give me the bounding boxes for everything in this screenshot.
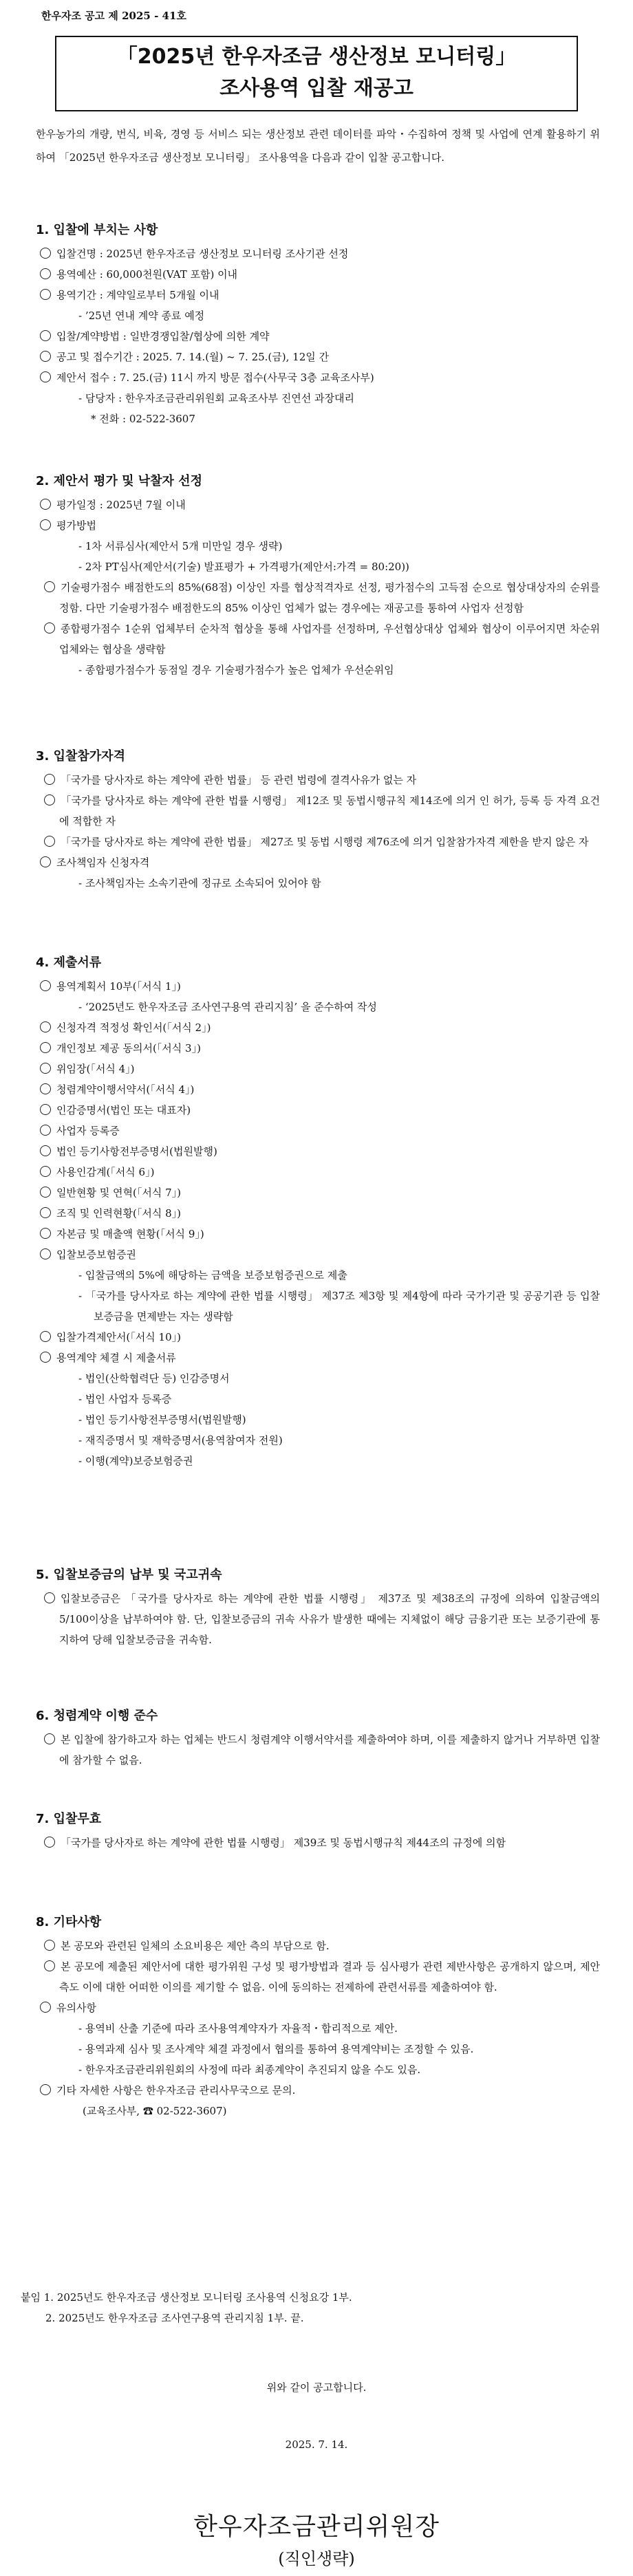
item-text: 평가일정 : 2025년 7월 이내 xyxy=(56,499,186,511)
item-text: 본 입찰에 참가하고자 하는 업체는 반드시 청렴계약 이행서약서를 제출하여야 하며, 이를 제출하지 않거나 거부하면 입찰에 참가할 수 없음. xyxy=(59,1733,600,1766)
circle-bullet-icon xyxy=(40,248,51,259)
item-text: 평가방법 xyxy=(56,519,96,532)
circle-bullet-icon xyxy=(40,519,51,530)
item-text: 법인 등기사항전부증명서(법원발행) xyxy=(56,1145,217,1158)
item-text: 제안서 접수 : 7. 25.(금) 11시 까지 방문 접수(사무국 3층 교육조사부) xyxy=(56,371,374,384)
section-title: 8. 기타사항 xyxy=(36,1915,102,1929)
circle-bullet-icon xyxy=(40,371,51,382)
circle-bullet-icon xyxy=(40,1063,51,1074)
section-8 xyxy=(36,1912,600,2121)
circle-bullet-icon xyxy=(44,794,55,805)
sub-item: - 법인 사업자 등록증 xyxy=(78,1393,172,1405)
item-text: 기타 자세한 사항은 한우자조금 관리사무국으로 문의. xyxy=(56,2084,296,2097)
sub-item: - 담당자 : 한우자조금관리위원회 교육조사부 진연선 과장대리 xyxy=(78,392,354,404)
circle-bullet-icon xyxy=(40,2002,51,2013)
circle-bullet-icon xyxy=(40,1228,51,1239)
item-text: 종합평가점수 1순위 업체부터 순차적 협상을 통해 사업자를 선정하며, 우선협상대상 업체와 협상이 이루어지면 차순위 업체와는 협상을 생략함 xyxy=(59,623,600,656)
circle-bullet-icon xyxy=(40,1248,51,1259)
circle-bullet-icon xyxy=(40,351,51,362)
circle-bullet-icon xyxy=(40,980,51,991)
circle-bullet-icon xyxy=(40,1352,51,1363)
circle-bullet-icon xyxy=(40,1331,51,1342)
item-text: 「국가를 당사자로 하는 계약에 관한 법률 시행령」 제39조 및 동법시행규칙 제44조의 규정에 의함 xyxy=(61,1837,506,1849)
section-title: 6. 청렴계약 이행 준수 xyxy=(36,1709,158,1723)
item-text: 청렴계약이행서약서(「서식 4」) xyxy=(56,1083,195,1096)
section-title: 1. 입찰에 부치는 사항 xyxy=(36,223,158,237)
circle-bullet-icon xyxy=(40,1187,51,1198)
item-text: 일반현황 및 연혁(「서식 7」) xyxy=(56,1187,181,1199)
circle-bullet-icon xyxy=(40,330,51,341)
title-line-2: 조사용역 입찰 재공고 xyxy=(219,76,414,100)
item-text: 「국가를 당사자로 하는 계약에 관한 법률」 등 관련 법령에 결격사유가 없는 자 xyxy=(61,774,417,786)
item-text: 위임장(「서식 4」) xyxy=(56,1063,135,1075)
item-text: 유의사항 xyxy=(56,2002,96,2014)
sub-item: - 종합평가점수가 동점일 경우 기술평가점수가 높은 업체가 우선순위임 xyxy=(78,664,394,676)
section-4 xyxy=(36,953,600,1471)
sub-item: - 용역비 산출 기준에 따라 조사용역계약자가 자율적・합리적으로 제안. xyxy=(78,2022,398,2035)
sub-item: - 용역과제 심사 및 조사계약 체결 과정에서 협의를 통하여 용역계약비는 조정할 수 있음. xyxy=(78,2043,474,2055)
sub-item: * 전화 : 02-522-3607 xyxy=(91,413,195,425)
circle-bullet-icon xyxy=(44,836,55,847)
section-title: 7. 입찰무효 xyxy=(36,1812,102,1826)
item-text: 용역계약 체결 시 제출서류 xyxy=(56,1352,176,1364)
item-text: 본 공모와 관련된 일체의 소요비용은 제안 측의 부담으로 함. xyxy=(61,1940,330,1952)
circle-bullet-icon xyxy=(40,856,51,867)
circle-bullet-icon xyxy=(44,1733,55,1744)
circle-bullet-icon xyxy=(40,1042,51,1053)
seal-omitted: (직인생략) xyxy=(278,2549,355,2568)
attachments xyxy=(21,2287,612,2328)
item-text: 본 공모에 제출된 제안서에 대한 평가위원 구성 및 평가방법과 결과 등 심사평가 관련 제반사항은 공개하지 않으며, 제안측도 이에 대한 어떠한 이의를 제기할 수 없음. 이에 동의하는 전제하에 관련서류를 제출하여야 함. xyxy=(59,1960,600,1993)
sub-item: - 조사책임자는 소속기관에 정규로 소속되어 있어야 함 xyxy=(78,877,321,889)
item-text: 인감증명서(법인 또는 대표자) xyxy=(56,1104,191,1116)
circle-bullet-icon xyxy=(40,1166,51,1177)
attachment-2: 2. 2025년도 한우자조금 조사연구용역 관리지침 1부. 끝. xyxy=(45,2312,304,2324)
item-text: 용역예산 : 60,000천원(VAT 포함) 이내 xyxy=(56,268,238,281)
circle-bullet-icon xyxy=(40,1021,51,1032)
item-text: 개인정보 제공 동의서(「서식 3」) xyxy=(56,1042,201,1054)
sub-item: - 이행(계약)보증보험증권 xyxy=(78,1455,193,1467)
item-text: 입찰보증금은 「국가를 당사자로 하는 계약에 관한 법률 시행령」 제37조 및 제38조의 규정에 의하여 입찰금액의 5/100이상을 납부하여야 함. 단, 입찰보증금의 귀속 사유가 발생한 때에는 지체없이 해당 금융기관 또는 보증기관에 통지하여 당해 입찰보증금을 귀속함. xyxy=(59,1592,600,1646)
section-7 xyxy=(36,1809,600,1853)
sub-item: - 재직증명서 및 재학증명서(용역참여자 전원) xyxy=(78,1434,283,1447)
circle-bullet-icon xyxy=(40,1083,51,1094)
item-text: 사업자 등록증 xyxy=(56,1125,120,1137)
section-title: 5. 입찰보증금의 납부 및 국고귀속 xyxy=(36,1568,222,1582)
sub-item: - 2차 PT심사(제안서(기술) 발표평가 + 가격평가(제안서:가격 = 80:20)) xyxy=(78,561,409,573)
item-text: 입찰건명 : 2025년 한우자조금 생산정보 모니터링 조사기관 선정 xyxy=(56,248,349,260)
section-title: 3. 입찰참가자격 xyxy=(36,749,125,764)
sub-item: - 「국가를 당사자로 하는 계약에 관한 법률 시행령」 제37조 제3항 및 제4항에 따라 국가기관 및 공공기관 등 입찰보증금을 면제받는 자는 생략함 xyxy=(78,1290,600,1323)
intro-paragraph: 한우농가의 개량, 번식, 비육, 경영 등 서비스 되는 생산정보 관련 데이터를 파악・수집하여 정책 및 사업에 연계 활용하기 위하여 「2025년 한우자조금 생산정보 모니터링」 조사용역을 다음과 같이 입찰 공고합니다. xyxy=(36,128,600,164)
sub-item: - 한우자조금관리위원회의 사정에 따라 최종계약이 추진되지 않을 수도 있음. xyxy=(78,2064,421,2076)
circle-bullet-icon xyxy=(44,1592,55,1603)
title-box xyxy=(55,36,578,111)
circle-bullet-icon xyxy=(40,289,51,300)
item-text: 입찰가격제안서(「서식 10」) xyxy=(56,1331,181,1343)
circle-bullet-icon xyxy=(44,774,55,785)
circle-bullet-icon xyxy=(40,1104,51,1115)
sub-item: - 법인 등기사항전부증명서(법원발행) xyxy=(78,1414,246,1426)
item-text: 용역계획서 10부(「서식 1」) xyxy=(56,980,181,993)
sub-item: - ‘2025년도 한우자조금 조사연구용역 관리지침’ 을 준수하여 작성 xyxy=(78,1001,377,1013)
circle-bullet-icon xyxy=(40,1145,51,1156)
circle-bullet-icon xyxy=(44,1960,55,1971)
section-6 xyxy=(36,1706,600,1771)
sub-item: - 입찰금액의 5%에 해당하는 금액을 보증보험증권으로 제출 xyxy=(78,1269,347,1281)
circle-bullet-icon xyxy=(40,1125,51,1136)
sub-item: - 법인(산학협력단 등) 인감증명서 xyxy=(78,1372,230,1385)
item-text: 입찰보증보험증권 xyxy=(56,1248,136,1261)
attachment-1: 붙임 1. 2025년도 한우자조금 생산정보 모니터링 조사용역 신청요강 1부. xyxy=(21,2291,352,2304)
sub-item: - ’25년 연내 계약 종료 예정 xyxy=(78,310,205,322)
circle-bullet-icon xyxy=(40,1207,51,1218)
item-text: 사용인감계(「서식 6」) xyxy=(56,1166,155,1178)
circle-bullet-icon xyxy=(40,268,51,279)
section-5 xyxy=(36,1565,600,1650)
item-text: 「국가를 당사자로 하는 계약에 관한 법률 시행령」 제12조 및 동법시행규칙 제14조에 의거 인 허가, 등록 등 자격 요건에 적합한 자 xyxy=(59,794,600,827)
sub-item: (교육조사부, ☎ 02-522-3607) xyxy=(83,2105,227,2117)
item-text: 「국가를 당사자로 하는 계약에 관한 법률」 제27조 및 동법 시행령 제76조에 의거 입찰참가자격 제한을 받지 않은 자 xyxy=(61,836,589,848)
circle-bullet-icon xyxy=(40,2084,51,2095)
item-text: 신청자격 적정성 확인서(「서식 2」) xyxy=(56,1021,211,1034)
circle-bullet-icon xyxy=(44,1837,55,1848)
item-text: 공고 및 접수기간 : 2025. 7. 14.(월) ~ 7. 25.(금), 12일 간 xyxy=(56,351,329,363)
item-text: 용역기간 : 계약일로부터 5개월 이내 xyxy=(56,289,219,301)
section-3 xyxy=(36,746,600,894)
item-text: 기술평가점수 배점한도의 85%(68점) 이상인 자를 협상적격자로 선정, 평가점수의 고득점 순으로 협상대상자의 순위를 정함. 다만 기술평가점수 배점한도의 85% 이상인 업체가 없는 경우에는 재공고를 통하여 사업자 선정함 xyxy=(59,581,600,614)
circle-bullet-icon xyxy=(44,1940,55,1951)
circle-bullet-icon xyxy=(40,499,51,510)
circle-bullet-icon xyxy=(44,623,55,634)
section-title: 2. 제안서 평가 및 낙찰자 선정 xyxy=(36,474,202,488)
section-2 xyxy=(36,471,600,680)
notice-date: 2025. 7. 14. xyxy=(285,2438,348,2451)
notice-number: 한우자조 공고 제 2025 - 41호 xyxy=(41,10,186,22)
item-text: 자본금 및 매출액 현황(「서식 9」) xyxy=(56,1228,204,1240)
title-line-1: 「2025년 한우자조금 생산정보 모니터링」 xyxy=(116,45,517,69)
organization-name: 한우자조금관리위원장 xyxy=(193,2513,440,2541)
item-text: 입찰/계약방법 : 일반경쟁입찰/협상에 의한 계약 xyxy=(56,330,270,343)
closing-statement: 위와 같이 공고합니다. xyxy=(266,2381,367,2394)
sub-item: - 1차 서류심사(제안서 5개 미만일 경우 생략) xyxy=(78,540,283,552)
item-text: 조직 및 인력현황(「서식 8」) xyxy=(56,1207,181,1220)
item-text: 조사책임자 신청자격 xyxy=(56,856,150,869)
section-title: 4. 제출서류 xyxy=(36,955,102,970)
circle-bullet-icon xyxy=(44,581,55,592)
section-1 xyxy=(36,220,600,429)
